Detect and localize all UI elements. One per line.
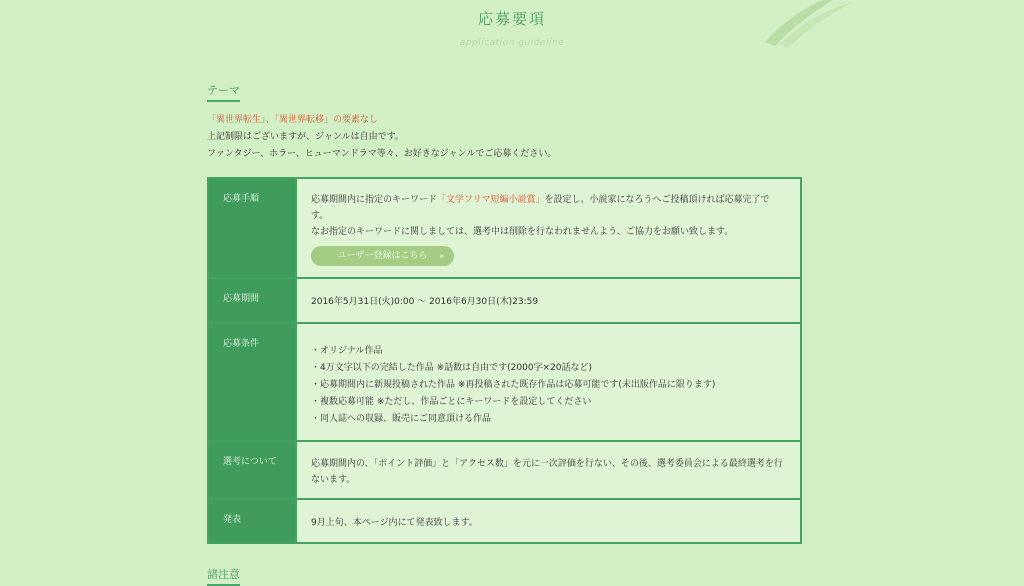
table-row	[208, 278, 801, 323]
theme-description	[207, 112, 802, 163]
list-item: ・オリジナル作品	[311, 345, 383, 356]
selection-value: 応募期間内の、「ポイント評価」と「アクセス数」を元に一次評価を行ない、その後、選考委員会による最終選考を行ないます。	[296, 441, 801, 499]
announce-value: 9月上旬、本ページ内にて発表致します。	[296, 499, 801, 543]
procedure-label: 応募手順	[208, 178, 296, 278]
conditions-value	[296, 323, 801, 441]
page-subtitle: application guideline	[459, 38, 565, 48]
conditions-list	[311, 343, 786, 428]
list-item: ・複数応募可能 ※ただし、作品ごとにキーワードを設定してください	[311, 396, 592, 407]
procedure-value	[296, 178, 801, 278]
announce-label: 発表	[208, 499, 296, 543]
table-row	[208, 178, 801, 278]
main-content	[207, 79, 802, 586]
period-value: 2016年5月31日(火)0:00 〜 2016年6月30日(木)23:59	[296, 278, 801, 323]
procedure-text-before: 応募期間内に指定のキーワード	[311, 194, 438, 205]
user-registration-button[interactable]	[311, 246, 454, 266]
procedure-text-after: を設定し、小説家になろうへご投稿頂ければ応募完了です。	[311, 194, 770, 221]
table-row	[208, 499, 801, 543]
conditions-label: 応募条件	[208, 323, 296, 441]
theme-highlight: 「異世界転生」、「異世界転移」の要素なし	[207, 115, 379, 125]
theme-line-2: 上記制限はございますが、ジャンルは自由です。	[207, 132, 404, 142]
table-row	[208, 441, 801, 499]
user-registration-label: ユーザー登録はこちら	[337, 250, 428, 261]
table-row	[208, 323, 801, 441]
list-item: ・4万文字以下の完結した作品 ※話数は自由です(2000字×20話など)	[311, 362, 593, 373]
notes-heading: 諸注意	[207, 566, 240, 586]
procedure-line-1	[311, 192, 786, 224]
theme-heading: テーマ	[207, 82, 240, 102]
procedure-keyword: 「文学フリマ短編小説賞」	[437, 194, 545, 205]
arrow-right-icon: ▸	[440, 251, 444, 260]
guideline-table	[207, 177, 802, 544]
selection-label: 選考について	[208, 441, 296, 499]
theme-line-3: ファンタジー、ホラー、ヒューマンドラマ等々、お好きなジャンルでご応募ください。	[207, 149, 557, 159]
period-label: 応募期間	[208, 278, 296, 323]
list-item: ・応募期間内に新規投稿された作品 ※再投稿された既存作品は応募可能です(未出版作品に限ります)	[311, 379, 716, 390]
list-item: ・同人誌への収録、販売にご同意頂ける作品	[311, 413, 492, 424]
page-title: 応募要項	[477, 10, 546, 28]
procedure-line-2: なお指定のキーワードに関しましては、選考中は削除を行なわれませんよう、ご協力をお願い致します。	[311, 226, 734, 237]
